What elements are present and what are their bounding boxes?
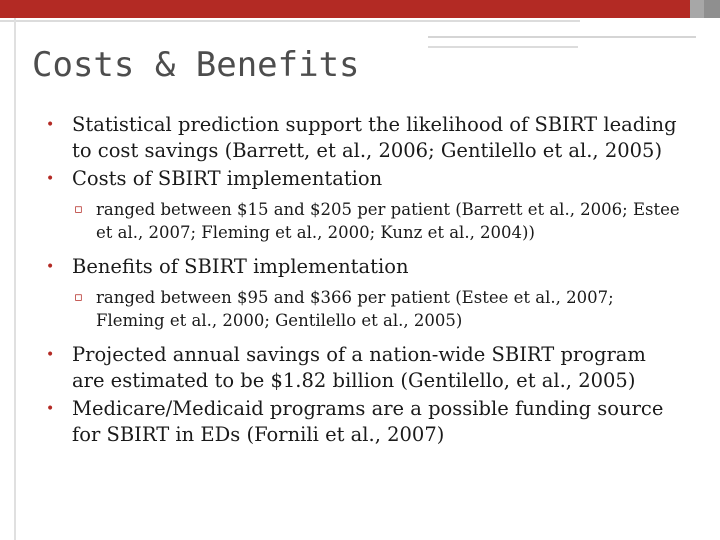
- bullet-text: Costs of SBIRT implementation: [72, 167, 383, 190]
- sub-bullet-item: [52, 286, 682, 332]
- bullet-icon: •: [46, 259, 55, 275]
- bullet-text: Projected annual savings of a nation-wide SBIRT program are estimated to be $1.82 billion (Gentilello, et al., 2005): [72, 343, 646, 392]
- bullet-item: [46, 112, 682, 164]
- slide-content: [46, 112, 682, 450]
- bullet-icon: •: [46, 171, 55, 187]
- sub-bullet-text: ranged between $95 and $366 per patient (Estee et al., 2007; Fleming et al., 2000; Gentilello et al., 2005): [96, 288, 614, 330]
- sub-bullet-icon: ▫: [74, 202, 83, 217]
- decorative-line: [0, 20, 580, 22]
- slide-title: Costs & Benefits: [32, 45, 360, 85]
- left-rule: [14, 18, 16, 540]
- decorative-line: [428, 36, 696, 38]
- bullet-icon: •: [46, 117, 55, 133]
- top-accent-bar: [0, 0, 690, 18]
- bullet-text: Medicare/Medicaid programs are a possible funding source for SBIRT in EDs (Fornili et al., 2007): [72, 397, 664, 446]
- bullet-item: [46, 342, 682, 394]
- sub-bullet-item: [52, 198, 682, 244]
- sub-bullet-text: ranged between $15 and $205 per patient (Barrett et al., 2006; Estee et al., 2007; Fleming et al., 2000; Kunz et al., 2004)): [96, 200, 680, 242]
- decorative-line: [428, 46, 578, 48]
- bullet-item: [46, 396, 682, 448]
- bullet-item: [46, 254, 682, 280]
- bullet-icon: •: [46, 401, 55, 417]
- top-gray-block-dark: [704, 0, 720, 18]
- bullet-icon: •: [46, 347, 55, 363]
- bullet-item: [46, 166, 682, 192]
- sub-bullet-icon: ▫: [74, 290, 83, 305]
- bullet-text: Benefits of SBIRT implementation: [72, 255, 409, 278]
- bullet-text: Statistical prediction support the likelihood of SBIRT leading to cost savings (Barrett, et al., 2006; Gentilello et al., 2005): [72, 113, 677, 162]
